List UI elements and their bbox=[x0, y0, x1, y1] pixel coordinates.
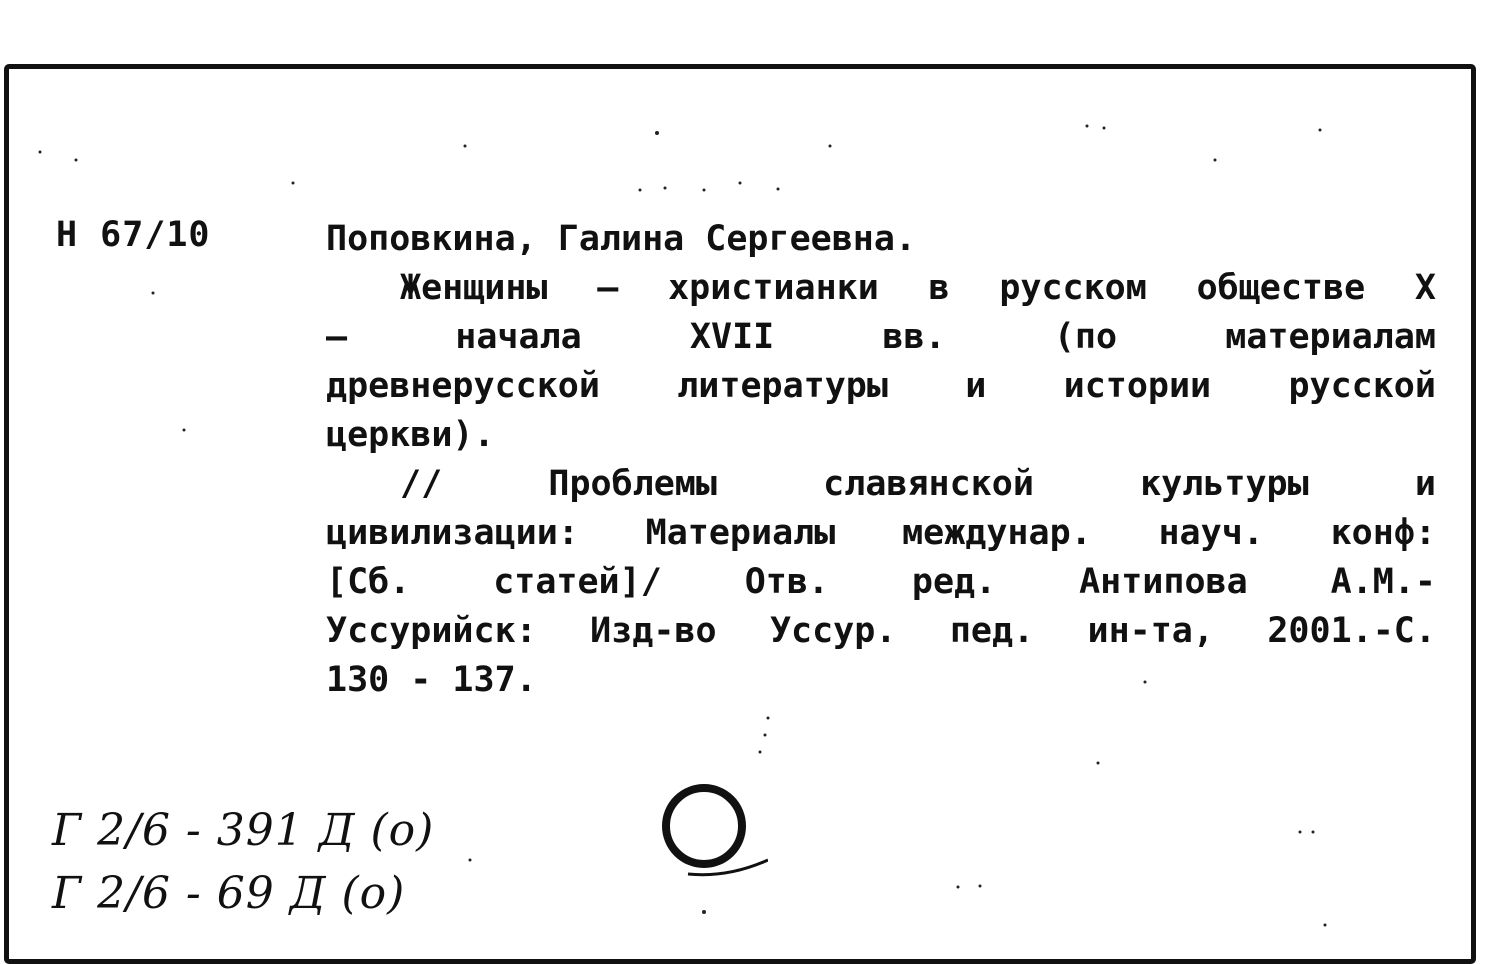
word: начала bbox=[455, 317, 582, 357]
word: ин-та, bbox=[1087, 611, 1214, 651]
word: конф: bbox=[1330, 513, 1436, 553]
author-line: Поповкина, Галина Сергеевна. bbox=[326, 219, 917, 259]
word: истории bbox=[1063, 366, 1212, 406]
word: X bbox=[1414, 268, 1436, 308]
word: Антипова bbox=[1079, 562, 1248, 602]
word: пед. bbox=[949, 611, 1035, 651]
word: ред. bbox=[911, 562, 997, 602]
word: в bbox=[928, 268, 950, 308]
shelfmark: Н 67/10 bbox=[56, 215, 211, 255]
word: русском bbox=[999, 268, 1147, 308]
word: А.М.- bbox=[1330, 562, 1436, 602]
word: Проблемы bbox=[548, 464, 717, 504]
word: – bbox=[597, 268, 619, 308]
word: – bbox=[326, 317, 348, 357]
word: культуры bbox=[1140, 464, 1309, 504]
word: Материалы bbox=[645, 513, 836, 553]
source-line bbox=[326, 460, 1436, 509]
word: и bbox=[965, 366, 987, 406]
word: [Сб. bbox=[326, 562, 411, 602]
word: Уссурийск: bbox=[326, 611, 537, 651]
source-line bbox=[326, 509, 1436, 558]
word: XVII bbox=[689, 317, 775, 357]
word: цивилизации: bbox=[326, 513, 579, 553]
handwritten-call-number-1: Г 2/6 - 391 Д (о) bbox=[52, 805, 435, 856]
word: христианки bbox=[668, 268, 879, 308]
word: междунар. bbox=[902, 513, 1092, 553]
word: Отв. bbox=[744, 562, 829, 602]
title-line bbox=[326, 264, 1436, 313]
word: // bbox=[400, 464, 443, 504]
source-line bbox=[326, 607, 1436, 656]
title-line bbox=[326, 362, 1436, 411]
word: статей]/ bbox=[493, 562, 662, 602]
word: обществе bbox=[1196, 268, 1366, 308]
word: древнерусской bbox=[326, 366, 600, 406]
word: вв. bbox=[882, 317, 946, 357]
word: Изд-во bbox=[590, 611, 717, 651]
word: литературы bbox=[677, 366, 888, 406]
word: материалам bbox=[1225, 317, 1436, 357]
word: науч. bbox=[1158, 513, 1264, 553]
word: 2001.-С. bbox=[1267, 611, 1436, 651]
word: и bbox=[1414, 464, 1436, 504]
word: русской bbox=[1288, 366, 1436, 406]
word: церкви). bbox=[326, 415, 495, 455]
word: (по bbox=[1053, 317, 1118, 357]
card-punch-hole-icon bbox=[658, 778, 768, 888]
word: Женщины bbox=[400, 268, 548, 308]
bibliographic-entry bbox=[326, 215, 1436, 705]
title-line bbox=[326, 411, 1436, 460]
source-line bbox=[326, 656, 1436, 705]
word: славянской bbox=[823, 464, 1034, 504]
handwritten-call-number-2: Г 2/6 - 69 Д (о) bbox=[52, 868, 406, 919]
word: Уссур. bbox=[769, 611, 897, 651]
source-line bbox=[326, 558, 1436, 607]
title-line bbox=[326, 313, 1436, 362]
page-range: 130 - 137. bbox=[326, 660, 537, 700]
